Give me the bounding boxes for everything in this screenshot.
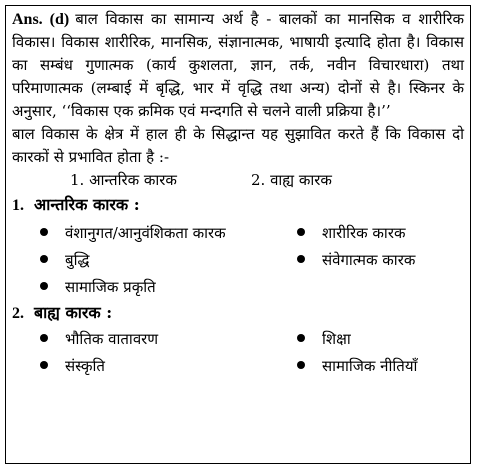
section1-list <box>12 219 464 300</box>
bullet-icon <box>297 361 305 369</box>
list-item: सामाजिक प्रकृति <box>40 275 156 299</box>
bullet-icon <box>40 361 48 369</box>
bullet-icon <box>40 228 48 236</box>
list-item: भौतिक वातावरण <box>40 327 158 351</box>
factor-internal: 1. आन्तरिक कारक <box>70 171 177 189</box>
section2-list <box>12 327 464 383</box>
list-item: वंशानुगत/आनुवंशिकता कारक <box>40 221 226 245</box>
list-item: संस्कृति <box>40 354 105 378</box>
list-item: शिक्षा <box>297 327 351 351</box>
section1-number: 1. <box>12 197 24 214</box>
intro-paragraph <box>12 8 464 123</box>
factor-external: 2. वाह्य कारक <box>251 171 332 189</box>
bullet-icon <box>297 334 305 342</box>
second-paragraph: बाल विकास के क्षेत्र में हाल ही के सिद्धान्त यह सुझावित करते हैं कि विकास दो कारकों से प्रभावित होता है :- <box>12 125 464 166</box>
answer-box <box>5 5 471 464</box>
answer-label: Ans. (d) <box>12 11 70 28</box>
factors-row <box>12 169 464 192</box>
list-item: शारीरिक कारक <box>297 221 405 245</box>
section1-title: आन्तरिक कारक : <box>34 195 140 214</box>
bullet-icon <box>40 282 48 290</box>
section2-number: 2. <box>12 305 24 322</box>
bullet-icon <box>40 255 48 263</box>
list-item: बुद्धि <box>40 248 89 272</box>
list-item: सामाजिक नीतियाँ <box>297 354 417 378</box>
section2-heading <box>12 300 464 327</box>
intro-text: बाल विकास का सामान्य अर्थ है - बालकों का मानसिक व शारीरिक विकास। विकास शारीरिक, मानसिक, संज्ञानात्मक, भाषायी इत्यादि होता है। विकास का सम्बंध गुणात्मक (कार्य कुशलता, ज्ञान, तर्क, नवीन विचारधारा) तथा परिमाणात्मक (लम्बाई में बृद्धि, भार में वृद्धि तथा अन्य) दोनों से है। स्किनर के अनुसार, ‘‘विकास एक क्रमिक एवं मन्दगति से चलने वाली प्रक्रिया है।’’ <box>12 10 464 120</box>
section2-title: बाह्य कारक : <box>34 303 113 322</box>
list-item: संवेगात्मक कारक <box>297 248 415 272</box>
bullet-icon <box>40 334 48 342</box>
bullet-icon <box>297 255 305 263</box>
section1-heading <box>12 192 464 219</box>
bullet-icon <box>297 228 305 236</box>
